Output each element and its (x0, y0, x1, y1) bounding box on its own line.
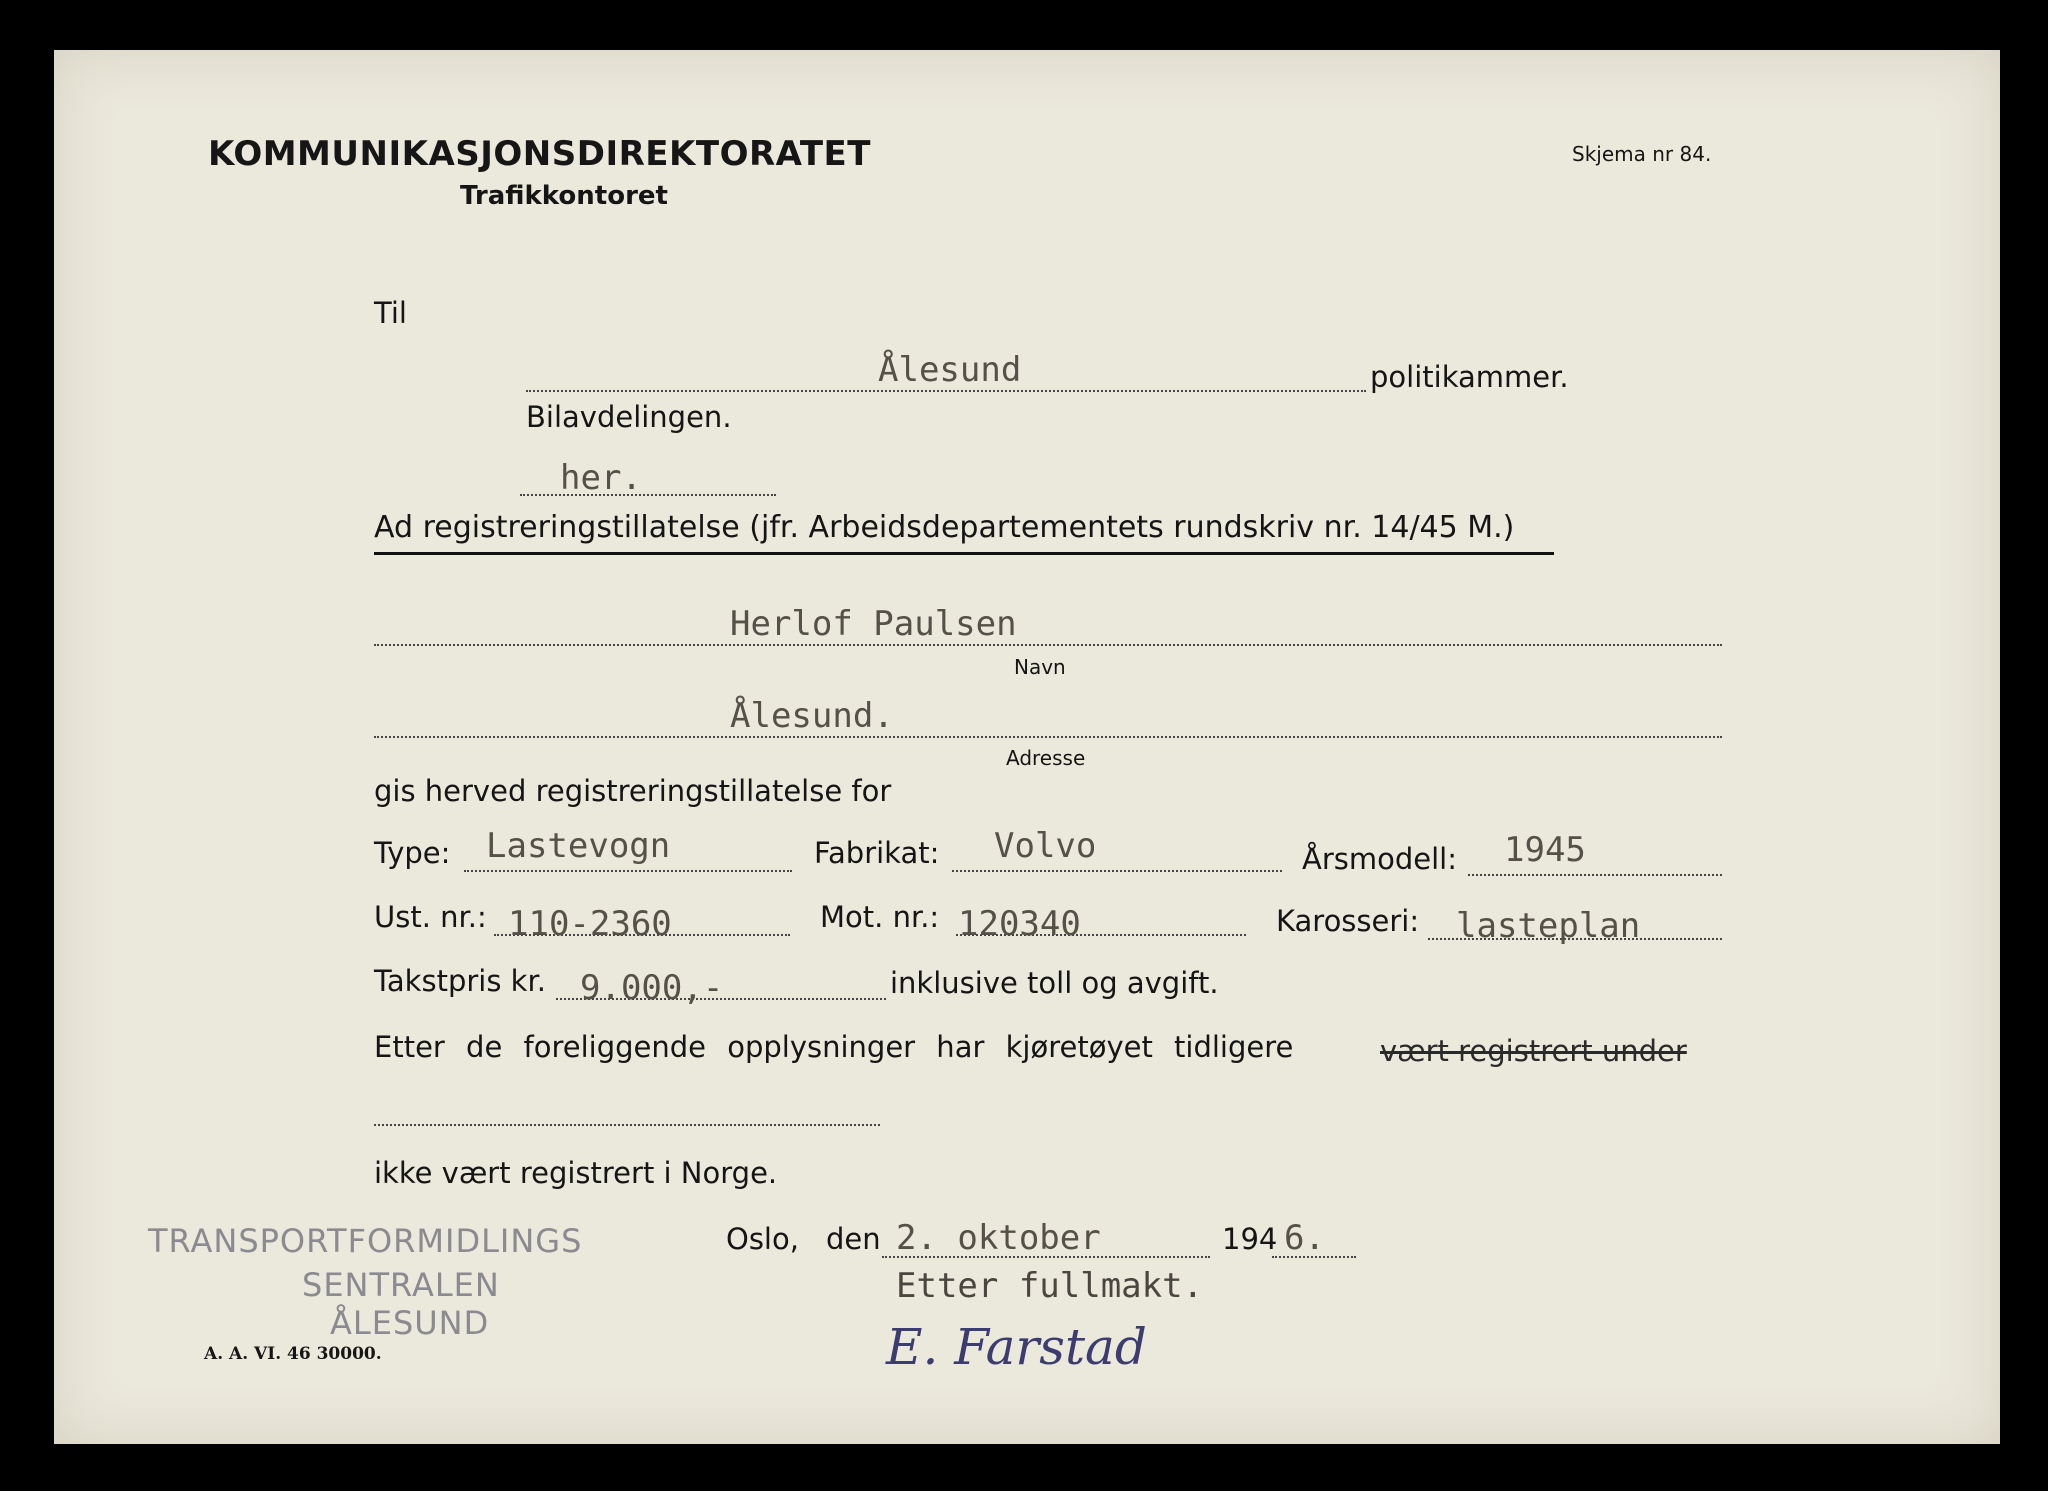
name-caption: Navn (1014, 655, 1066, 679)
date-den: den (826, 1222, 881, 1256)
arsmodell-value: 1945 (1504, 830, 1586, 870)
arsmodell-label: Årsmodell: (1302, 842, 1457, 876)
karosseri-label: Karosseri: (1276, 904, 1420, 938)
address-dotted-line (374, 736, 1722, 738)
print-code: A. A. VI. 46 30000. (204, 1344, 382, 1364)
politikammer-label: politikammer. (1370, 360, 1569, 394)
name-dotted-line (374, 644, 1722, 646)
type-dotted-line (464, 870, 792, 872)
place-dotted-line (526, 390, 1366, 392)
prior-registration-dotted-line (374, 1124, 880, 1126)
address-caption: Adresse (1006, 746, 1086, 770)
date-day-month: 2. oktober (896, 1218, 1101, 1258)
struck-text: vært registrert under (1380, 1034, 1687, 1068)
authority-text: Etter fullmakt. (896, 1266, 1204, 1306)
subject-line: Ad registreringstillatelse (jfr. Arbeidsdepartementets rundskriv nr. 14/45 M.) (374, 510, 1515, 545)
recipient-place: Ålesund (878, 350, 1022, 390)
price-suffix: inklusive toll og avgift. (890, 966, 1219, 1000)
bilavdelingen-label: Bilavdelingen. (526, 400, 732, 434)
subject-underline (374, 552, 1554, 555)
fabrikat-label: Fabrikat: (814, 836, 940, 870)
date-year-suffix: 6. (1284, 1218, 1325, 1258)
mot-value: 120340 (958, 904, 1081, 944)
stamp-line-3: ÅLESUND (330, 1304, 490, 1342)
here-text: her. (560, 458, 642, 498)
til-label: Til (374, 296, 407, 330)
history-text-2: ikke vært registrert i Norge. (374, 1156, 778, 1190)
signature: E. Farstad (886, 1318, 1147, 1376)
mot-label: Mot. nr.: (820, 900, 940, 934)
price-value: 9.000,- (580, 968, 724, 1008)
price-label: Takstpris kr. (374, 964, 546, 998)
form-number: Skjema nr 84. (1572, 142, 1712, 166)
type-value: Lastevogn (486, 826, 671, 866)
applicant-address: Ålesund. (730, 696, 894, 736)
here-dotted-line (520, 494, 776, 496)
date-year-prefix: 194 (1222, 1222, 1278, 1256)
stamp-line-2: SENTRALEN (302, 1266, 500, 1304)
dept-subheading: Trafikkontoret (460, 181, 668, 211)
stamp-line-1: TRANSPORTFORMIDLINGS (148, 1222, 583, 1260)
ust-value: 110-2360 (508, 904, 672, 944)
date-place: Oslo, (726, 1222, 799, 1256)
fabrikat-value: Volvo (994, 826, 1097, 866)
karosseri-value: lasteplan (1456, 906, 1641, 946)
org-heading: KOMMUNIKASJONSDIREKTORATET (208, 134, 871, 174)
applicant-name: Herlof Paulsen (730, 604, 1017, 644)
type-label: Type: (374, 836, 451, 870)
grant-text: gis herved registreringstillatelse for (374, 774, 892, 808)
fabrikat-dotted-line (952, 870, 1282, 872)
history-text: Etter de foreliggende opplysninger har kjøretøyet tidligere (374, 1030, 1294, 1064)
ust-label: Ust. nr.: (374, 900, 487, 934)
arsmodell-dotted-line (1468, 874, 1722, 876)
